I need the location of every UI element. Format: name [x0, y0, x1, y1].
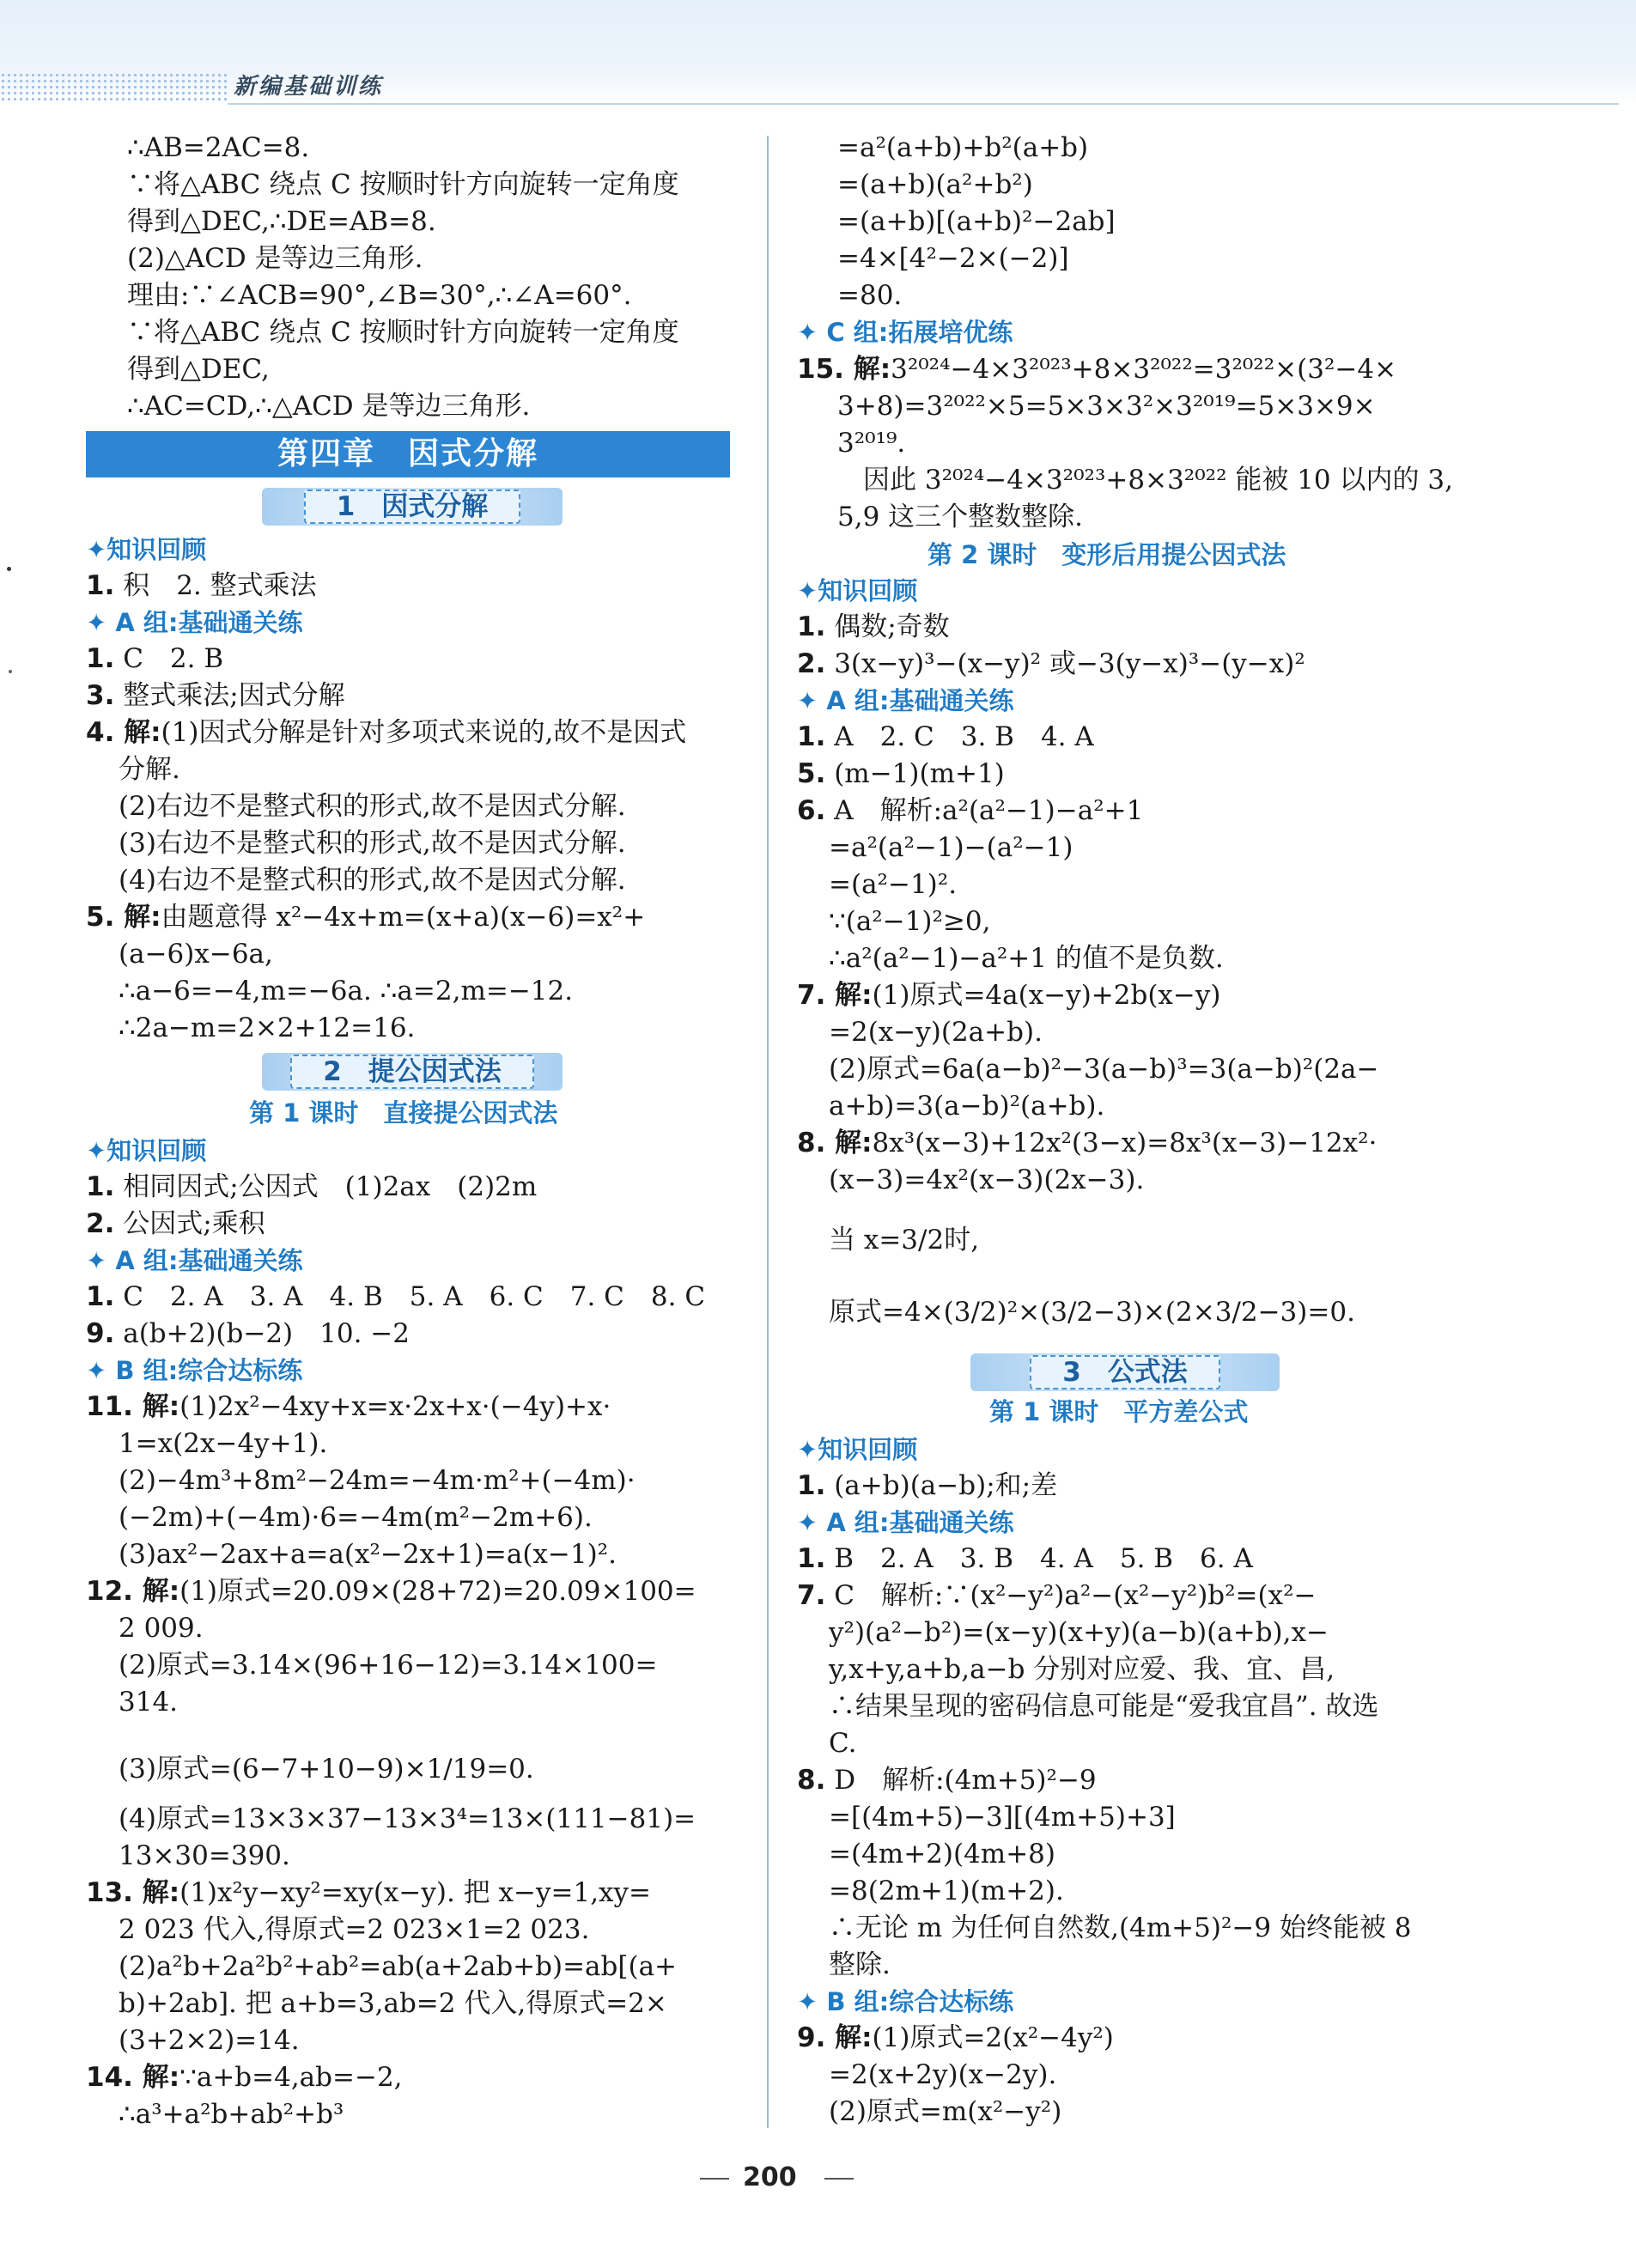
answer-line: [829, 941, 1224, 976]
line-text: =[(4m+5)−3][(4m+5)+3]: [829, 1802, 1176, 1833]
line-text: 5,9 这三个整数整除.: [837, 502, 1084, 532]
answer-line: [829, 1163, 1144, 1197]
line-text: a(b+2)(b−2) 10. −2: [114, 1318, 411, 1349]
answer-line: [119, 1537, 617, 1572]
line-text: 偶数;奇数: [825, 611, 950, 642]
line-text: ∵将△ABC 绕点 C 按顺时针方向旋转一定角度: [127, 317, 679, 348]
line-text: ✦ C 组:拓展培优练: [797, 318, 1013, 347]
section-heading: [86, 532, 206, 567]
line-text: (a−6)x−6a,: [119, 939, 273, 970]
line-text: ∵(a²−1)²≥0,: [829, 906, 991, 937]
answer-line: [829, 1295, 1355, 1329]
answer-line: [829, 1800, 1176, 1834]
answer-line: [829, 1652, 1335, 1687]
line-text: ✦ B 组:综合达标练: [797, 1987, 1014, 2016]
answer-line: [119, 1648, 657, 1682]
answer-line: [797, 610, 950, 644]
question-number: 9.: [86, 1318, 115, 1349]
answer-line: [829, 1089, 1104, 1123]
answer-line: [829, 830, 1073, 865]
lesson-title: [970, 1353, 1280, 1391]
answer-line: [829, 1911, 1412, 1945]
answer-line: [127, 278, 631, 313]
answer-line: [837, 389, 1376, 423]
line-text: ✦知识回顾: [797, 1435, 918, 1464]
line-text: 积 2. 整式乘法: [114, 570, 317, 601]
book-title: 新编基础训练: [234, 74, 384, 100]
line-text: C.: [829, 1728, 857, 1759]
line-text: C 解析:∵(x²−y²)a²−(x²−y²)b²=(x²−: [825, 1580, 1317, 1611]
answer-line: [127, 204, 436, 239]
question-number: 15. 解:: [797, 354, 891, 385]
answer-line: [829, 1015, 1043, 1049]
question-number: 14. 解:: [86, 2062, 180, 2093]
question-number: 1.: [797, 721, 826, 752]
answer-line: [127, 315, 679, 350]
lesson-title-label: 2 提公因式法: [290, 1055, 534, 1089]
line-text: 314.: [119, 1687, 179, 1718]
line-text: =a²(a²−1)−(a²−1): [829, 832, 1073, 863]
answer-line: [127, 389, 530, 423]
subsection-title: [249, 1096, 557, 1130]
answer-line: [837, 426, 905, 460]
line-text: ✦ A 组:基础通关练: [797, 1508, 1014, 1537]
section-heading: [86, 605, 303, 640]
line-text: ∴2a−m=2×2+12=16.: [119, 1012, 416, 1043]
margin-mark: [9, 670, 12, 673]
line-text: ∵a+b=4,ab=−2,: [179, 2062, 403, 2093]
line-text: =(4m+2)(4m+8): [829, 1839, 1055, 1870]
answer-line: [797, 1578, 1317, 1613]
header-rule: [228, 103, 1619, 105]
answer-line: [837, 241, 1069, 276]
answer-line: [119, 1802, 696, 1836]
line-text: ∴a³+a²b+ab²+b³: [119, 2099, 344, 2130]
section-heading: [797, 315, 1013, 350]
question-number: 12. 解:: [86, 1576, 180, 1607]
page-number-dash: [700, 2178, 729, 2180]
line-text: 分解.: [119, 754, 180, 785]
line-text: ∴无论 m 为任何自然数,(4m+5)²−9 始终能被 8: [829, 1912, 1412, 1943]
section-heading: [797, 1505, 1014, 1540]
line-text: ∴AB=2AC=8.: [127, 132, 310, 163]
answer-line: [127, 131, 309, 165]
chapter-banner: 第四章 因式分解: [86, 431, 730, 477]
section-heading: [797, 1432, 917, 1467]
answer-line: [86, 900, 645, 934]
line-text: 第 1 课时 平方差公式: [989, 1397, 1249, 1426]
answer-line: [119, 1685, 178, 1719]
line-text: (−2m)+(−4m)·6=−4m(m²−2m+6).: [119, 1502, 593, 1533]
question-number: 3.: [86, 680, 115, 711]
answer-line: [829, 2095, 1061, 2129]
answer-line: [86, 2060, 403, 2095]
line-text: =80.: [837, 280, 903, 311]
question-number: 9. 解:: [797, 2022, 873, 2053]
answer-line: [119, 1839, 290, 1873]
answer-line: [86, 1280, 705, 1314]
answer-line: [86, 1876, 651, 1910]
answer-line: [797, 1763, 1097, 1797]
answer-line: [119, 826, 626, 860]
line-text: ∴AC=CD,∴△ACD 是等边三角形.: [127, 391, 531, 422]
question-number: 6.: [797, 795, 826, 826]
line-text: 得到△DEC,: [127, 354, 270, 385]
line-text: (3)ax²−2ax+a=a(x²−2x+1)=a(x−1)².: [119, 1539, 617, 1570]
answer-line: [119, 1986, 667, 2021]
question-number: 8.: [797, 1765, 826, 1796]
answer-line: [797, 757, 1005, 791]
answer-line: [797, 1468, 1057, 1503]
answer-line: [837, 500, 1083, 534]
lesson-title-label: 3 公式法: [1030, 1355, 1220, 1389]
answer-line: [119, 1752, 534, 1786]
line-text: (2)△ACD 是等边三角形.: [127, 243, 423, 274]
question-number: 1.: [797, 611, 826, 642]
answer-line: [829, 1052, 1379, 1086]
answer-line: [86, 715, 686, 750]
line-text: y²)(a²−b²)=(x−y)(x+y)(a−b)(a+b),x−: [829, 1617, 1329, 1648]
answer-line: [837, 167, 1033, 202]
question-number: 13. 解:: [86, 1877, 180, 1908]
lesson-title-label: 1 因式分解: [304, 489, 521, 524]
answer-line: [119, 1426, 327, 1461]
line-text: =8(2m+1)(m+2).: [829, 1876, 1064, 1906]
line-text: =(a+b)[(a+b)²−2ab]: [837, 206, 1116, 237]
answer-line: [119, 974, 573, 1008]
line-text: (3)右边不是整式积的形式,故不是因式分解.: [119, 828, 626, 859]
line-text: (2)原式=m(x²−y²): [829, 2096, 1062, 2127]
line-text: 整除.: [829, 1949, 891, 1980]
answer-line: [86, 1316, 410, 1351]
answer-line: [86, 1170, 537, 1204]
answer-line: [86, 678, 345, 713]
line-text: (1)原式=20.09×(28+72)=20.09×100=: [179, 1576, 696, 1607]
answer-line: [863, 463, 1453, 497]
line-text: (1)2x²−4xy+x=x·2x+x·(−4y)+x·: [179, 1391, 611, 1422]
section-heading: [86, 1353, 302, 1388]
section-heading: [86, 1243, 303, 1278]
answer-line: [797, 1541, 1253, 1576]
line-text: 13×30=390.: [119, 1840, 290, 1871]
answer-line: [797, 2021, 1114, 2055]
line-text: 原式=4×(3/2)²×(3/2−3)×(2×3/2−3)=0.: [829, 1297, 1355, 1328]
answer-line: [119, 752, 180, 787]
answer-line: [829, 1874, 1064, 1908]
answer-line: [829, 1223, 979, 1257]
question-number: 11. 解:: [86, 1391, 180, 1422]
answer-line: [829, 867, 957, 902]
line-text: ∴结果呈现的密码信息可能是“爱我宜昌”. 故选: [829, 1691, 1379, 1722]
line-text: ✦ A 组:基础通关练: [86, 608, 303, 637]
line-text: 因此 3²⁰²⁴−4×3²⁰²³+8×3²⁰²² 能被 10 以内的 3,: [863, 465, 1453, 496]
line-text: (m−1)(m+1): [825, 758, 1005, 789]
line-text: ✦知识回顾: [86, 535, 207, 564]
line-text: 第 2 课时 变形后用提公因式法: [927, 540, 1286, 569]
line-text: (3+2×2)=14.: [119, 2025, 300, 2056]
line-text: (1)原式=2(x²−4y²): [872, 2022, 1114, 2053]
question-number: 7.: [797, 1580, 826, 1611]
answer-line: [837, 131, 1088, 165]
answer-line: [829, 1726, 856, 1760]
page-number: 200: [743, 2162, 797, 2192]
answer-line: [797, 1126, 1377, 1160]
line-text: (3)原式=(6−7+10−9)×1/19=0.: [119, 1754, 534, 1785]
answer-line: [119, 937, 273, 971]
line-text: (2)原式=6a(a−b)²−3(a−b)³=3(a−b)²(2a−: [829, 1054, 1379, 1085]
answer-line: [829, 1948, 891, 1982]
question-number: 5. 解:: [86, 902, 161, 933]
answer-line: [119, 1500, 593, 1535]
line-text: 得到△DEC,∴DE=AB=8.: [127, 206, 436, 237]
section-heading: [86, 1134, 206, 1168]
answer-line: [119, 1949, 677, 1984]
answer-line: [797, 647, 1305, 681]
answer-line: [119, 863, 626, 897]
line-text: A 解析:a²(a²−1)−a²+1: [825, 795, 1144, 826]
line-text: C 2. B: [114, 643, 224, 674]
line-text: ✦ A 组:基础通关练: [797, 686, 1014, 715]
answer-line: [86, 1207, 265, 1241]
answer-line: [829, 1689, 1378, 1724]
line-text: 相同因式;公因式 (1)2ax (2)2m: [114, 1171, 538, 1202]
answer-line: [127, 352, 270, 386]
line-text: (x−3)=4x²(x−3)(2x−3).: [829, 1164, 1145, 1195]
line-text: =2(x+2y)(x−2y).: [829, 2059, 1057, 2090]
answer-line: [86, 1389, 611, 1424]
answer-line: [829, 2058, 1056, 2092]
line-text: 第 1 课时 直接提公因式法: [249, 1098, 558, 1128]
section-heading: [797, 1985, 1013, 2019]
answer-line: [86, 569, 317, 603]
question-number: 1.: [86, 1171, 115, 1202]
line-text: 3²⁰²⁴−4×3²⁰²³+8×3²⁰²²=3²⁰²²×(3²−4×: [891, 354, 1397, 385]
subsection-title: [927, 538, 1286, 572]
answer-line: [119, 1011, 415, 1045]
answer-line: [127, 241, 423, 276]
question-number: 1.: [797, 1543, 826, 1574]
line-text: (1)x²y−xy²=xy(x−y). 把 x−y=1,xy=: [179, 1877, 652, 1908]
answer-line: [127, 167, 679, 202]
line-text: (2)右边不是整式积的形式,故不是因式分解.: [119, 791, 626, 822]
answer-line: [797, 978, 1221, 1012]
answer-line: [119, 1912, 589, 1947]
line-text: =a²(a+b)+b²(a+b): [837, 132, 1089, 163]
line-text: =(a²−1)².: [829, 869, 958, 900]
line-text: ✦ A 组:基础通关练: [86, 1246, 303, 1275]
margin-mark: [7, 567, 11, 571]
header-dot-pattern: [0, 72, 228, 101]
line-text: 当 x=3/2时,: [829, 1225, 980, 1256]
question-number: 1.: [797, 1470, 826, 1501]
column-divider: [767, 136, 769, 2128]
question-number: 1.: [86, 570, 115, 601]
line-text: 3(x−y)³−(x−y)² 或−3(y−x)³−(y−x)²: [825, 648, 1305, 679]
line-text: (2)a²b+2a²b²+ab²=ab(a+2ab+b)=ab[(a+: [119, 1951, 678, 1982]
line-text: (4)原式=13×3×37−13×3⁴=13×(111−81)=: [119, 1803, 696, 1834]
line-text: (a+b)(a−b);和;差: [825, 1470, 1058, 1501]
question-number: 4. 解:: [86, 717, 161, 748]
section-heading: [797, 574, 917, 608]
line-text: ✦ B 组:综合达标练: [86, 1356, 303, 1385]
line-text: 2 009.: [119, 1613, 204, 1644]
line-text: 公因式;乘积: [114, 1208, 265, 1239]
answer-line: [837, 278, 902, 313]
question-number: 2.: [86, 1208, 115, 1239]
line-text: b)+2ab]. 把 a+b=3,ab=2 代入,得原式=2×: [119, 1988, 667, 2019]
line-text: 1=x(2x−4y+1).: [119, 1428, 328, 1459]
line-text: (2)−4m³+8m²−24m=−4m·m²+(−4m)·: [119, 1465, 636, 1496]
line-text: 3+8)=3²⁰²²×5=5×3×3²×3²⁰¹⁹=5×3×9×: [837, 391, 1376, 422]
line-text: =2(x−y)(2a+b).: [829, 1017, 1043, 1048]
answer-line: [829, 1615, 1329, 1650]
section-heading: [797, 684, 1014, 718]
answer-line: [829, 1837, 1055, 1871]
line-text: 理由:∵∠ACB=90°,∠B=30°,∴∠A=60°.: [127, 280, 632, 311]
line-text: D 解析:(4m+5)²−9: [825, 1765, 1097, 1796]
answer-line: [119, 1611, 204, 1645]
answer-line: [86, 641, 223, 676]
line-text: 3²⁰¹⁹.: [837, 428, 906, 459]
subsection-title: [989, 1395, 1248, 1429]
line-text: (1)原式=4a(x−y)+2b(x−y): [872, 980, 1221, 1011]
line-text: 2 023 代入,得原式=2 023×1=2 023.: [119, 1914, 590, 1945]
line-text: ∵将△ABC 绕点 C 按顺时针方向旋转一定角度: [127, 169, 679, 200]
answer-line: [829, 904, 991, 939]
question-number: 2.: [797, 648, 826, 679]
answer-line: [86, 1574, 696, 1608]
line-text: 由题意得 x²−4x+m=(x+a)(x−6)=x²+: [161, 902, 646, 933]
line-text: =(a+b)(a²+b²): [837, 169, 1033, 200]
answer-line: [119, 789, 626, 824]
answer-line: [797, 352, 1396, 386]
line-text: ✦知识回顾: [86, 1136, 207, 1165]
line-text: ∴a²(a²−1)−a²+1 的值不是负数.: [829, 943, 1224, 974]
question-number: 7. 解:: [797, 980, 873, 1011]
line-text: 8x³(x−3)+12x²(3−x)=8x³(x−3)−12x²·: [872, 1128, 1378, 1158]
line-text: 整式乘法;因式分解: [114, 680, 345, 711]
line-text: B 2. A 3. B 4. A 5. B 6. A: [825, 1543, 1253, 1574]
lesson-title: [262, 1053, 563, 1091]
answer-line: [797, 793, 1143, 828]
question-number: 5.: [797, 758, 826, 789]
question-number: 1.: [86, 1281, 115, 1312]
answer-line: [119, 2097, 344, 2131]
line-text: y,x+y,a+b,a−b 分别对应爱、我、宜、昌,: [829, 1654, 1335, 1685]
lesson-title: [262, 488, 563, 526]
answer-line: [837, 204, 1116, 239]
line-text: (2)原式=3.14×(96+16−12)=3.14×100=: [119, 1650, 658, 1681]
line-text: (4)右边不是整式积的形式,故不是因式分解.: [119, 865, 626, 896]
answer-line: [119, 2023, 300, 2058]
line-text: ∴a−6=−4,m=−6a. ∴a=2,m=−12.: [119, 976, 574, 1006]
line-text: ✦知识回顾: [797, 576, 918, 605]
page-number-dash: [824, 2178, 854, 2180]
line-text: (1)因式分解是针对多项式来说的,故不是因式: [161, 717, 687, 748]
question-number: 8. 解:: [797, 1128, 873, 1158]
answer-line: [119, 1463, 636, 1498]
question-number: 1.: [86, 643, 115, 674]
line-text: =4×[4²−2×(−2)]: [837, 243, 1069, 274]
line-text: C 2. A 3. A 4. B 5. A 6. C 7. C 8. C: [114, 1281, 706, 1312]
line-text: a+b)=3(a−b)²(a+b).: [829, 1091, 1105, 1122]
answer-line: [797, 720, 1094, 754]
line-text: A 2. C 3. B 4. A: [825, 721, 1094, 752]
